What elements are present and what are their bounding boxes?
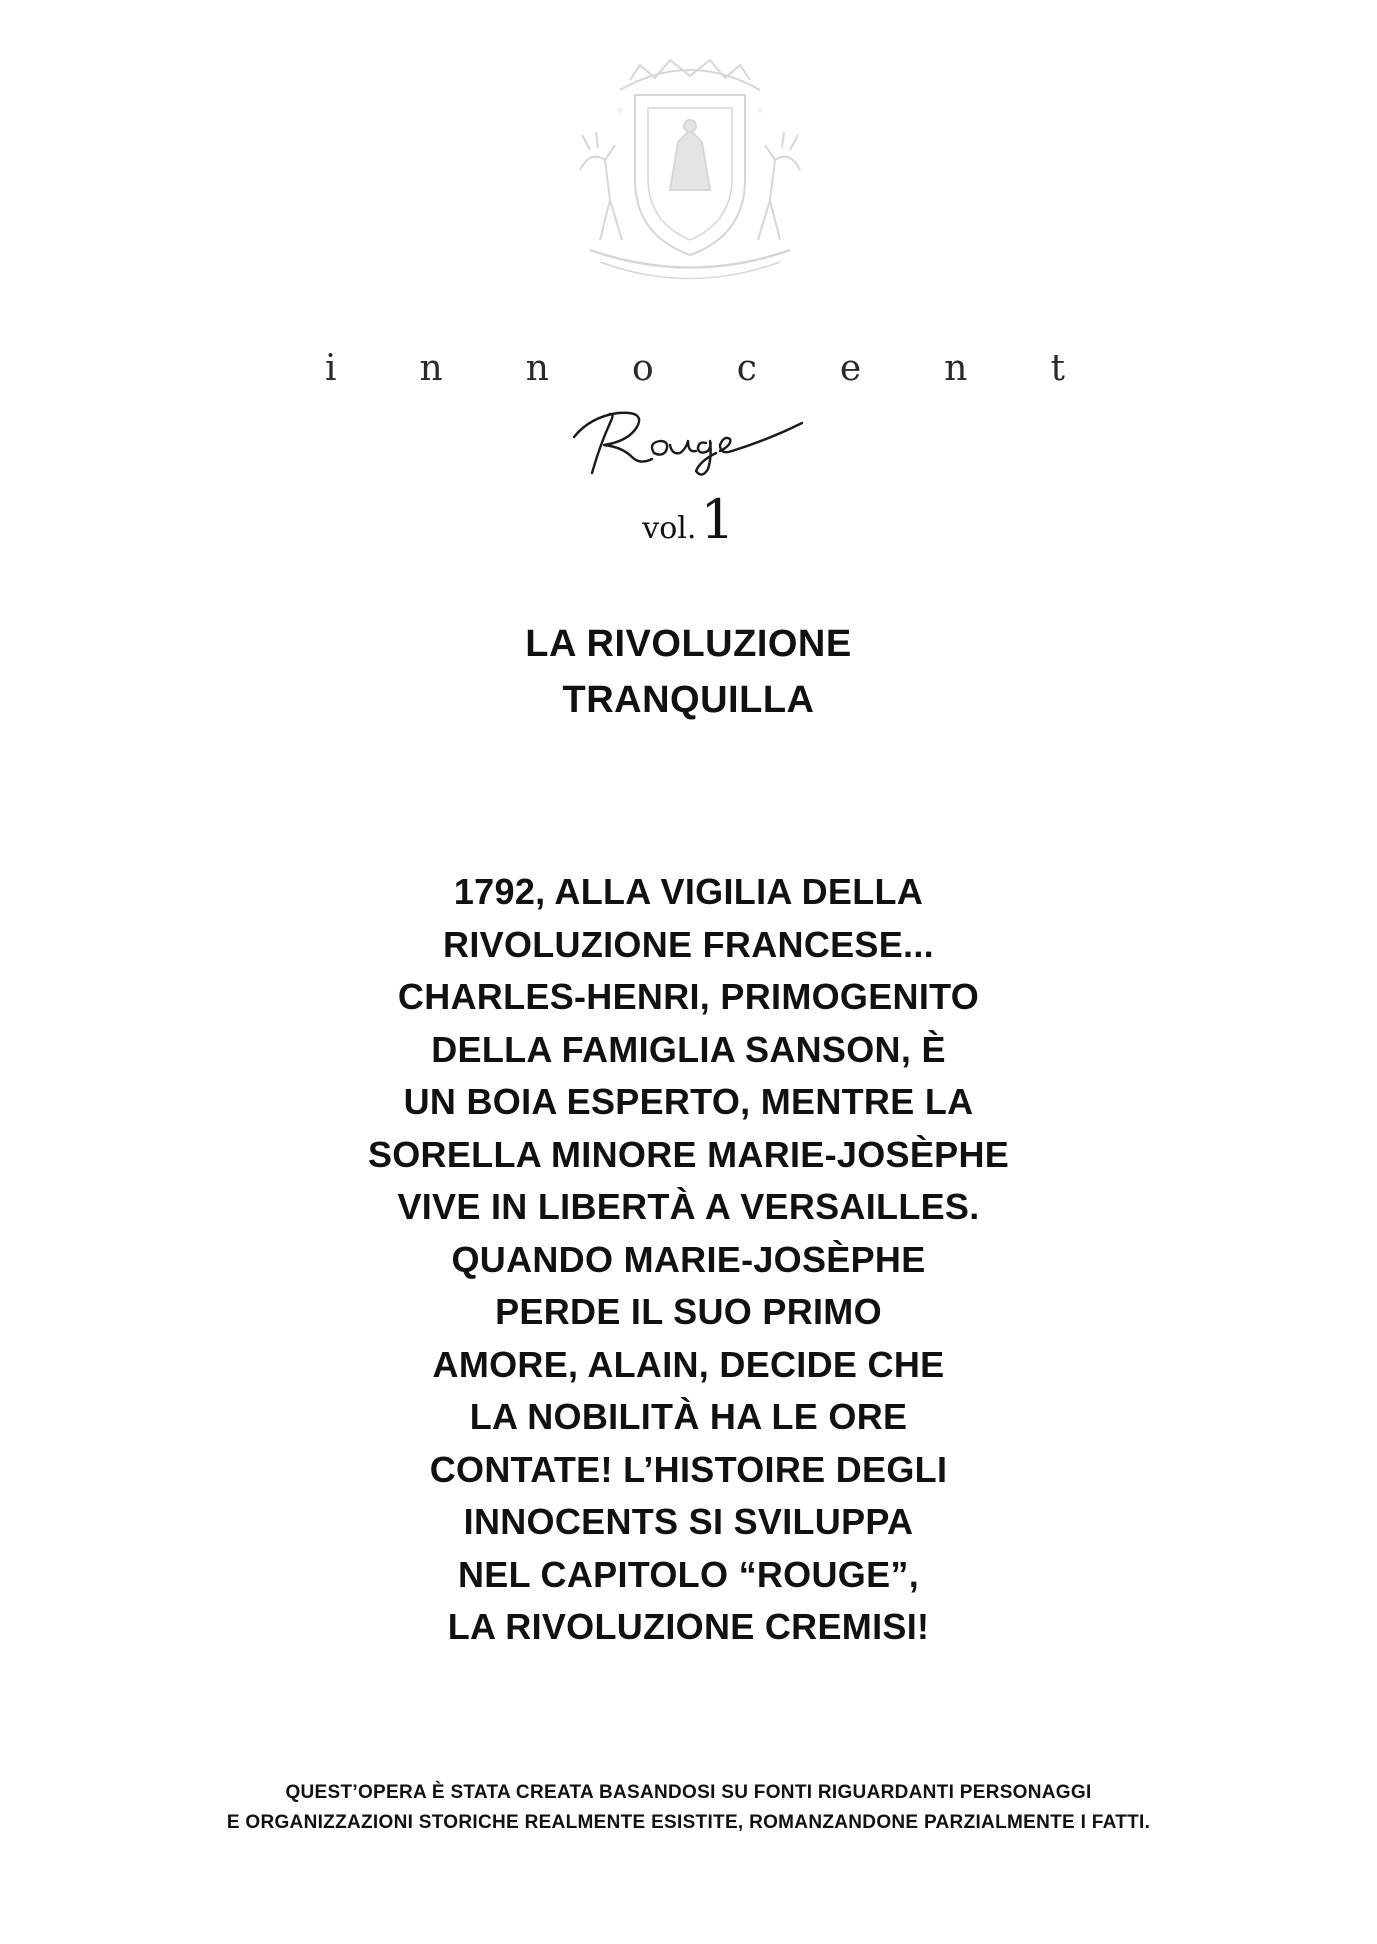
synopsis-line: QUANDO MARIE-JOSÈPHE [451, 1238, 926, 1280]
synopsis-line: 1792, ALLA VIGILIA DELLA [453, 871, 924, 912]
volume-number [0, 488, 1377, 551]
synopsis-line: DELLA FAMIGLIA SANSON, È [431, 1028, 946, 1070]
series-letter: n [419, 348, 443, 389]
coat-of-arms-icon [560, 50, 820, 290]
synopsis-line: RIVOLUZIONE FRANCESE... [443, 923, 934, 965]
title-line: TRANQUILLA [562, 679, 815, 721]
volume-digit: 1 [700, 488, 735, 551]
synopsis-line: AMORE, ALAIN, DECIDE CHE [432, 1343, 945, 1385]
synopsis-line: VIVE IN LIBERTÀ A VERSAILLES. [397, 1186, 980, 1227]
series-letter: t [1050, 348, 1065, 389]
series-letter: e [839, 348, 862, 389]
synopsis-line: LA NOBILITÀ HA LE ORE [469, 1396, 908, 1437]
synopsis-line: SORELLA MINORE MARIE-JOSÈPHE [367, 1133, 1010, 1175]
synopsis-line: CHARLES-HENRI, PRIMOGENITO [397, 976, 980, 1017]
synopsis-line: UN BOIA ESPERTO, MENTRE LA [403, 1081, 974, 1122]
book-title [0, 616, 1377, 728]
synopsis [0, 866, 1377, 1654]
series-letter: i [325, 348, 337, 389]
synopsis-line: LA RIVOLUZIONE CREMISI! [447, 1606, 930, 1647]
disclaimer-line: E ORGANIZZAZIONI STORICHE REALMENTE ESISTITE, ROMANZANDONE PARZIALMENTE I FATTI. [226, 1812, 1151, 1833]
disclaimer-line: QUEST’OPERA È STATA CREATA BASANDOSI SU FONTI RIGUARDANTI PERSONAGGI [285, 1782, 1092, 1803]
synopsis-line: NEL CAPITOLO “ROUGE”, [457, 1553, 919, 1595]
rouge-script-logo [570, 395, 810, 485]
series-title [325, 348, 1065, 389]
synopsis-line: CONTATE! L’HISTOIRE DEGLI [429, 1448, 948, 1490]
volume-label: vol. [642, 511, 697, 546]
series-letter: n [944, 348, 968, 389]
series-letter: o [631, 348, 654, 389]
synopsis-line: PERDE IL SUO PRIMO [495, 1291, 882, 1332]
series-letter: c [736, 348, 757, 389]
title-line: LA RIVOLUZIONE [525, 623, 852, 665]
synopsis-line: INNOCENTS SI SVILUPPA [463, 1501, 914, 1542]
series-letter: n [525, 348, 549, 389]
disclaimer [0, 1778, 1377, 1838]
